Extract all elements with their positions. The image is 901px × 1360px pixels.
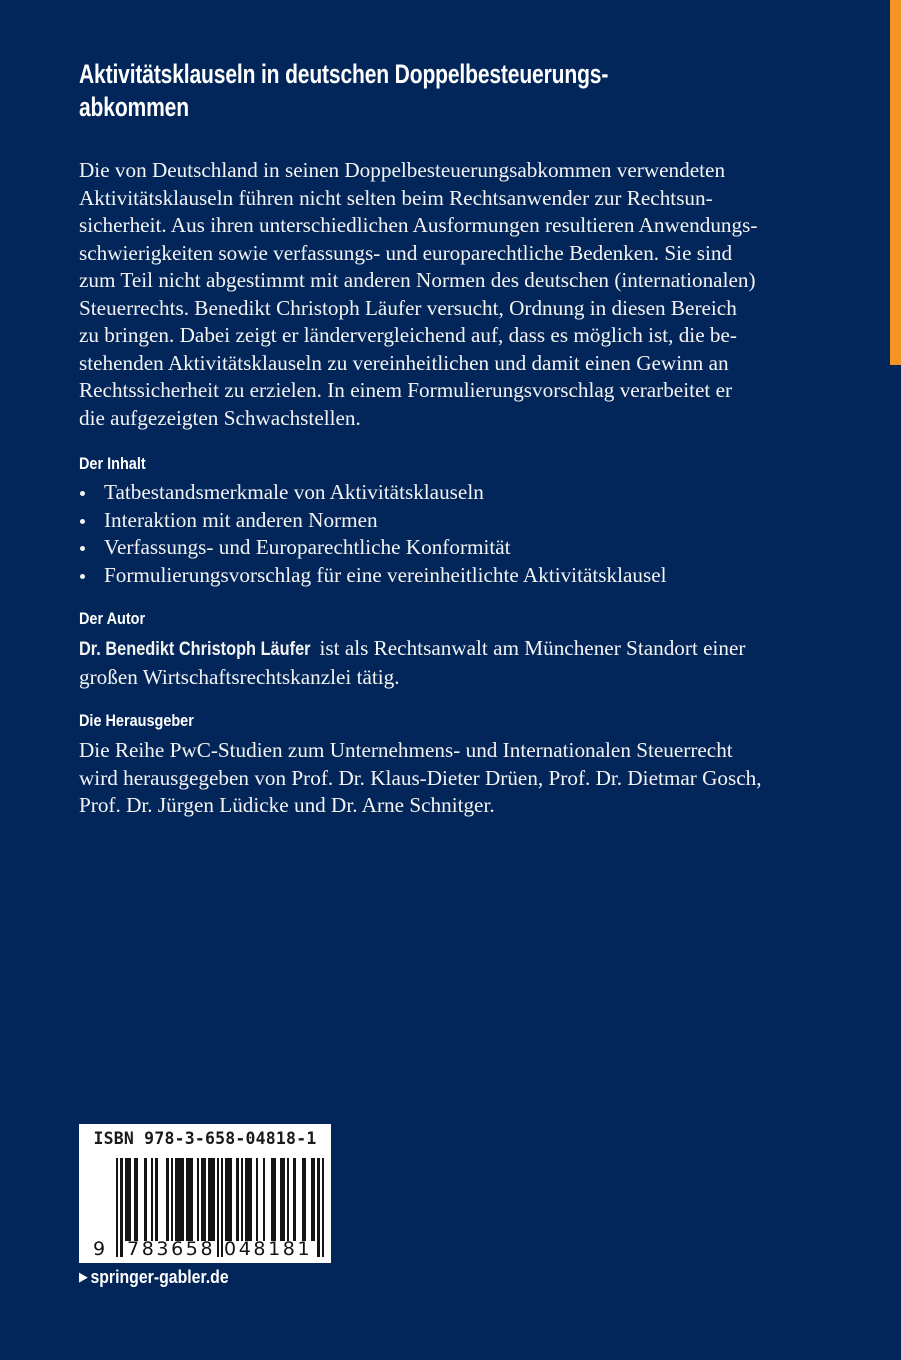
author-heading: Der Autor: [79, 609, 146, 628]
isbn-barcode: [79, 1124, 331, 1263]
barcode-bar: [225, 1158, 232, 1241]
publisher-link-text: springer-gabler.de: [90, 1267, 229, 1287]
barcode-bar: [166, 1158, 168, 1241]
barcode-bar: [271, 1158, 275, 1241]
list-item-text: Tatbestandsmerkmale von Aktivitätsklauseln: [104, 480, 484, 504]
contents-list: [79, 479, 667, 589]
intro-line: Rechtssicherheit zu erzielen. In einem Formulierungsvorschlag verarbeitet er: [79, 378, 733, 402]
intro-line: Aktivitätsklauseln führen nicht selten beim Rechtsanwender zur Rechtsun-: [79, 185, 713, 210]
editors-heading: Die Herausgeber: [79, 711, 194, 730]
list-item: [79, 479, 667, 507]
bullet-icon: [80, 519, 85, 524]
barcode-bar: [280, 1158, 284, 1241]
barcode-bar: [171, 1158, 173, 1241]
barcode-bar: [120, 1158, 122, 1257]
publisher-link[interactable]: [79, 1267, 229, 1288]
editors-line: Prof. Dr. Jürgen Lüdicke und Dr. Arne Schnitger.: [79, 793, 495, 817]
bullet-icon: [80, 574, 85, 579]
contents-heading: Der Inhalt: [79, 454, 146, 473]
barcode-bar: [134, 1158, 138, 1241]
title-line-1: Aktivitätsklauseln in deutschen Doppelbesteuerungs-: [79, 59, 609, 89]
author-name: Dr. Benedikt Christoph Läufer: [79, 639, 311, 660]
barcode-bar: [197, 1158, 199, 1241]
barcode-bar: [217, 1158, 219, 1257]
orange-accent-bar: [890, 0, 901, 365]
intro-line: Die von Deutschland in seinen Doppelbesteuerungsabkommen verwendeten: [79, 158, 726, 182]
intro-line: zum Teil nicht abgestimmt mit anderen Normen des deutschen (internationalen): [79, 268, 756, 292]
barcode-bar: [241, 1158, 243, 1241]
barcode-bar: [245, 1158, 252, 1241]
barcode-bar: [263, 1158, 265, 1241]
barcode-bar: [175, 1158, 184, 1241]
editors-paragraph: [79, 737, 879, 820]
author-bio-text: ist als Rechtsanwalt am Münchener Standort einer: [314, 636, 746, 660]
barcode-bar: [293, 1158, 295, 1241]
barcode-bar: [317, 1158, 319, 1257]
barcode-left-digits: 783658: [127, 1238, 216, 1260]
author-bio-line-2: großen Wirtschaftsrechtskanzlei tätig.: [79, 664, 400, 689]
list-item-text: Interaktion mit anderen Normen: [104, 507, 378, 532]
barcode-bar: [287, 1158, 289, 1241]
list-item-text: Formulierungsvorschlag für eine vereinheitlichte Aktivitätsklausel: [104, 562, 667, 587]
bullet-icon: [80, 491, 85, 496]
isbn-label: ISBN 978-3-658-04818-1: [93, 1129, 317, 1148]
book-title: [79, 58, 757, 124]
intro-line: die aufgezeigten Schwachstellen.: [79, 405, 361, 430]
barcode-bar: [236, 1158, 238, 1241]
barcode-bar: [155, 1158, 157, 1241]
intro-line: zu bringen. Dabei zeigt er ländervergleichend auf, dass es möglich ist, die be-: [79, 323, 737, 347]
list-item: [79, 507, 667, 535]
title-line-2: abkommen: [79, 92, 189, 122]
intro-line: Steuerrechts. Benedikt Christoph Läufer versucht, Ordnung in diesen Bereich: [79, 295, 737, 320]
intro-line: stehenden Aktivitätsklauseln zu vereinheitlichen und damit einen Gewinn an: [79, 350, 729, 375]
editors-line: Die Reihe PwC-Studien zum Unternehmens- und Internationalen Steuerrecht: [79, 738, 733, 762]
intro-paragraph: [79, 157, 879, 432]
barcode-bar: [311, 1158, 315, 1241]
barcode-bar: [221, 1158, 223, 1257]
intro-line: schwierigkeiten sowie verfassungs- und europarechtliche Bedenken. Sie sind: [79, 240, 733, 265]
barcode-right-digits: 048181: [224, 1238, 313, 1260]
barcode-bar: [208, 1158, 215, 1241]
barcode-first-digit: 9: [93, 1238, 108, 1260]
play-arrow-icon: ▶: [79, 1269, 88, 1284]
list-item: [79, 534, 667, 562]
list-item-text: Verfassungs- und Europarechtliche Konformität: [104, 535, 511, 559]
author-bio: [79, 635, 879, 691]
barcode-bar: [125, 1158, 132, 1241]
barcode-bar: [116, 1158, 118, 1257]
list-item: [79, 562, 667, 590]
barcode-bar: [302, 1158, 306, 1241]
barcode-bar: [186, 1158, 193, 1241]
editors-line: wird herausgegeben von Prof. Dr. Klaus-Dieter Drüen, Prof. Dr. Dietmar Gosch,: [79, 765, 762, 790]
barcode-bar: [322, 1158, 324, 1257]
barcode-bar: [144, 1158, 146, 1241]
intro-line: sicherheit. Aus ihren unterschiedlichen Ausformungen resultieren Anwendungs-: [79, 213, 758, 237]
author-bio-line-1: [79, 635, 879, 664]
barcode-bar: [201, 1158, 205, 1241]
barcode-bar: [256, 1158, 258, 1241]
bullet-icon: [80, 546, 85, 551]
barcode-bar: [151, 1158, 153, 1241]
